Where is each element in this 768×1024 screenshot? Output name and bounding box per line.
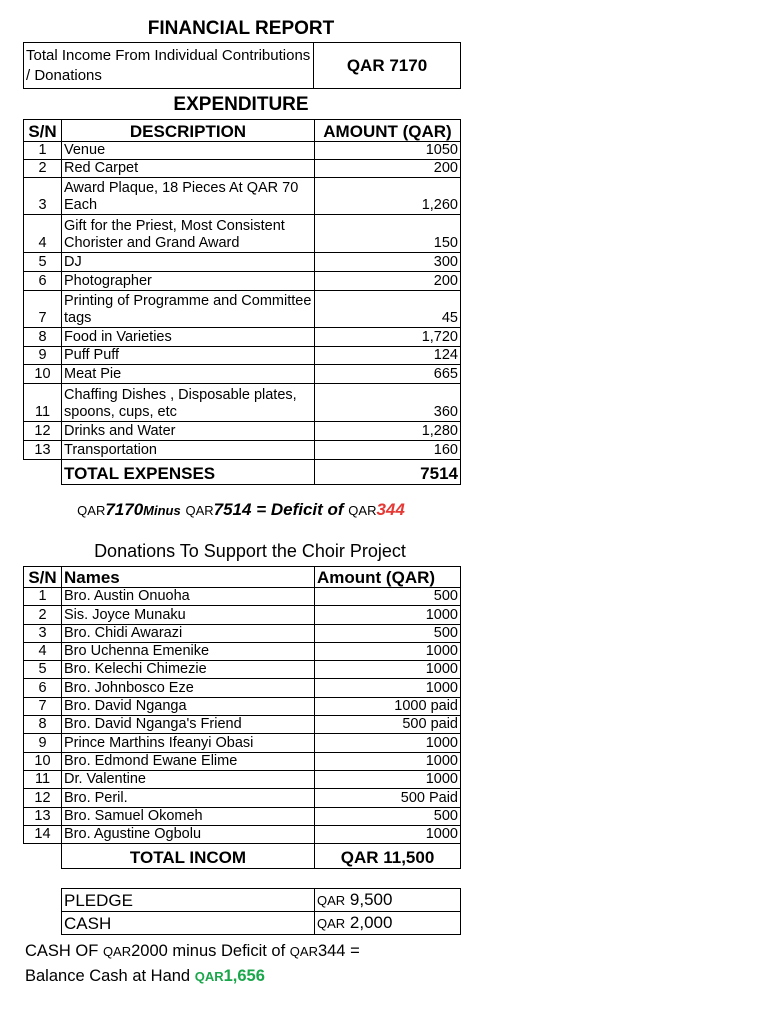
expense-amount: 200 (315, 272, 461, 291)
donation-sn: 14 (24, 825, 62, 843)
donation-amount: 1000 (315, 679, 461, 697)
expense-description: Drinks and Water (62, 422, 315, 441)
donation-row (24, 679, 461, 697)
expense-amount: 300 (315, 253, 461, 272)
expense-row (24, 384, 461, 422)
donation-sn: 9 (24, 734, 62, 752)
cash-amount: QAR 2,000 (315, 912, 461, 935)
expense-sn: 3 (24, 178, 62, 215)
expense-sn: 5 (24, 253, 62, 272)
donation-sn: 10 (24, 752, 62, 770)
donation-row (24, 807, 461, 825)
donation-sn: 8 (24, 716, 62, 734)
donation-amount: 1000 (315, 642, 461, 660)
donation-row (24, 734, 461, 752)
expense-sn: 12 (24, 422, 62, 441)
donation-row (24, 642, 461, 660)
pledge-cash-table (61, 888, 461, 935)
expense-row (24, 253, 461, 272)
donation-row (24, 770, 461, 788)
don-header-amount: Amount (QAR) (315, 567, 461, 588)
expense-row (24, 291, 461, 328)
don-total-amount: QAR 11,500 (315, 844, 461, 869)
expense-description: Red Carpet (62, 160, 315, 178)
expense-sn: 7 (24, 291, 62, 328)
income-table (23, 42, 461, 89)
exp-total-spacer (24, 460, 62, 485)
expense-row (24, 215, 461, 253)
donation-row (24, 789, 461, 807)
don-total-label: TOTAL INCOM (62, 844, 315, 869)
donor-name: Bro. David Nganga's Friend (62, 716, 315, 734)
donor-name: Dr. Valentine (62, 770, 315, 788)
exp-total-label: TOTAL EXPENSES (62, 460, 315, 485)
donation-row (24, 825, 461, 843)
donation-amount: 500 Paid (315, 789, 461, 807)
donation-amount: 500 (315, 588, 461, 606)
expense-row (24, 422, 461, 441)
expense-sn: 2 (24, 160, 62, 178)
donation-sn: 5 (24, 661, 62, 679)
expense-row (24, 142, 461, 160)
expenditure-table (23, 119, 461, 485)
donor-name: Sis. Joyce Munaku (62, 606, 315, 624)
deficit-formula: QAR7170Minus QAR7514 = Deficit of QAR344 (77, 500, 405, 519)
donation-row (24, 661, 461, 679)
expense-sn: 9 (24, 347, 62, 365)
expense-amount: 1,260 (315, 178, 461, 215)
donor-name: Bro. Kelechi Chimezie (62, 661, 315, 679)
donation-sn: 3 (24, 624, 62, 642)
expense-sn: 6 (24, 272, 62, 291)
don-header-names: Names (62, 567, 315, 588)
balance-line-2: Balance Cash at Hand QAR1,656 (25, 967, 265, 985)
expense-description: Meat Pie (62, 365, 315, 384)
donation-sn: 2 (24, 606, 62, 624)
donation-row (24, 606, 461, 624)
donation-amount: 1000 paid (315, 697, 461, 715)
expense-description: Photographer (62, 272, 315, 291)
expense-row (24, 178, 461, 215)
expense-amount: 160 (315, 441, 461, 460)
donations-title: Donations To Support the Choir Project (94, 541, 406, 561)
donation-amount: 1000 (315, 825, 461, 843)
expense-amount: 665 (315, 365, 461, 384)
donation-sn: 13 (24, 807, 62, 825)
exp-header-amount: AMOUNT (QAR) (315, 120, 461, 142)
donation-sn: 12 (24, 789, 62, 807)
pledge-label: PLEDGE (62, 889, 315, 912)
expense-row (24, 272, 461, 291)
donor-name: Bro. David Nganga (62, 697, 315, 715)
donation-row (24, 752, 461, 770)
expense-row (24, 441, 461, 460)
donation-amount: 1000 (315, 734, 461, 752)
balance-line-1: CASH OF QAR2000 minus Deficit of QAR344 = (25, 942, 360, 960)
balance-text (25, 939, 360, 989)
donation-amount: 1000 (315, 752, 461, 770)
income-label: Total Income From Individual Contributions / Donations (24, 43, 314, 89)
donor-name: Prince Marthins Ifeanyi Obasi (62, 734, 315, 752)
don-total-spacer (24, 844, 62, 869)
donation-amount: 500 (315, 807, 461, 825)
expense-amount: 200 (315, 160, 461, 178)
donor-name: Bro Uchenna Emenike (62, 642, 315, 660)
expense-sn: 10 (24, 365, 62, 384)
expense-amount: 1,280 (315, 422, 461, 441)
donation-amount: 1000 (315, 606, 461, 624)
exp-total-amount: 7514 (315, 460, 461, 485)
donation-sn: 6 (24, 679, 62, 697)
expense-description: Venue (62, 142, 315, 160)
donor-name: Bro. Samuel Okomeh (62, 807, 315, 825)
donation-amount: 500 (315, 624, 461, 642)
cash-label: CASH (62, 912, 315, 935)
donation-amount: 1000 (315, 770, 461, 788)
expense-row (24, 347, 461, 365)
expense-description: Chaffing Dishes , Disposable plates, spoons, cups, etc (62, 384, 315, 422)
donation-amount: 1000 (315, 661, 461, 679)
donor-name: Bro. Peril. (62, 789, 315, 807)
donor-name: Bro. Agustine Ogbolu (62, 825, 315, 843)
donor-name: Bro. Chidi Awarazi (62, 624, 315, 642)
income-amount: QAR 7170 (314, 43, 461, 89)
expense-row (24, 365, 461, 384)
donation-sn: 7 (24, 697, 62, 715)
donor-name: Bro. Johnbosco Eze (62, 679, 315, 697)
exp-header-sn: S/N (24, 120, 62, 142)
expense-description: Gift for the Priest, Most Consistent Chorister and Grand Award (62, 215, 315, 253)
donor-name: Bro. Austin Onuoha (62, 588, 315, 606)
donation-sn: 11 (24, 770, 62, 788)
expense-description: Transportation (62, 441, 315, 460)
expense-sn: 11 (24, 384, 62, 422)
donor-name: Bro. Edmond Ewane Elime (62, 752, 315, 770)
expense-row (24, 160, 461, 178)
donation-row (24, 716, 461, 734)
expenditure-title: EXPENDITURE (173, 94, 309, 115)
expense-amount: 1,720 (315, 328, 461, 347)
expense-sn: 4 (24, 215, 62, 253)
expense-description: Printing of Programme and Committee tags (62, 291, 315, 328)
expense-description: Puff Puff (62, 347, 315, 365)
expense-description: Award Plaque, 18 Pieces At QAR 70 Each (62, 178, 315, 215)
expense-row (24, 328, 461, 347)
expense-amount: 150 (315, 215, 461, 253)
donations-table (23, 566, 461, 869)
donation-row (24, 697, 461, 715)
expense-sn: 13 (24, 441, 62, 460)
donation-row (24, 624, 461, 642)
expense-sn: 1 (24, 142, 62, 160)
expense-description: DJ (62, 253, 315, 272)
don-header-sn: S/N (24, 567, 62, 588)
expense-amount: 45 (315, 291, 461, 328)
expense-amount: 124 (315, 347, 461, 365)
donation-sn: 1 (24, 588, 62, 606)
pledge-amount: QAR 9,500 (315, 889, 461, 912)
expense-amount: 1050 (315, 142, 461, 160)
donation-amount: 500 paid (315, 716, 461, 734)
expense-amount: 360 (315, 384, 461, 422)
donation-sn: 4 (24, 642, 62, 660)
expense-sn: 8 (24, 328, 62, 347)
expense-description: Food in Varieties (62, 328, 315, 347)
report-title: FINANCIAL REPORT (147, 18, 335, 39)
exp-header-description: DESCRIPTION (62, 120, 315, 142)
donation-row (24, 588, 461, 606)
